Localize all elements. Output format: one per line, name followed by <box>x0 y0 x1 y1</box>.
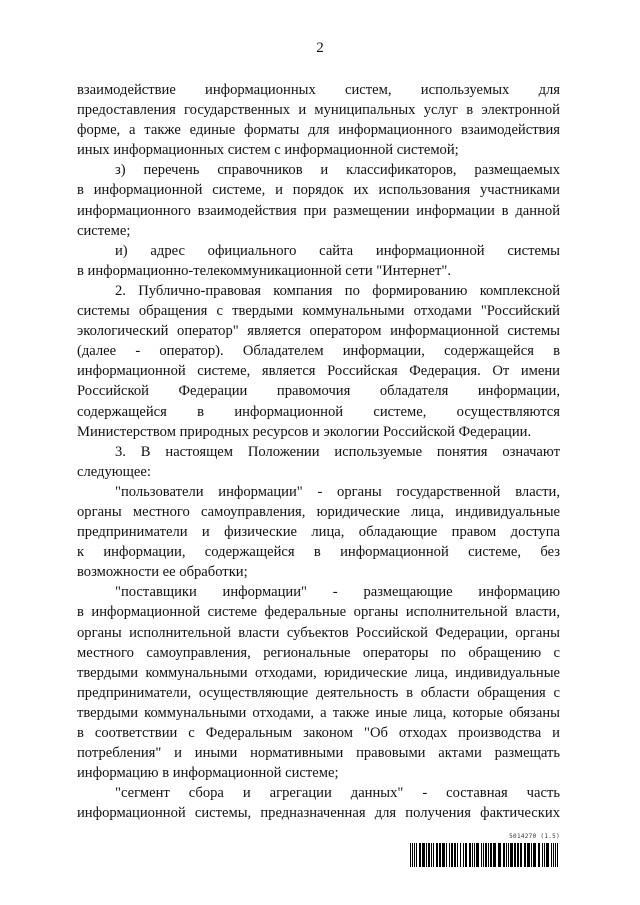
barcode <box>410 843 560 867</box>
barcode-bar <box>422 843 425 867</box>
text-line: иных информационных систем с информационной системой; <box>77 142 459 159</box>
text-line: следующее: <box>77 463 151 480</box>
barcode-bar <box>465 843 467 867</box>
barcode-bar <box>517 843 519 867</box>
barcode-bar <box>436 843 438 867</box>
text-line: предприниматели, осуществляющие деятельность в области обращения с <box>77 684 560 701</box>
text-line: (далее - оператор). Обладателем информации, содержащейся в <box>77 343 560 360</box>
text-line: в информационно-телекоммуникационной сети "Интернет". <box>77 262 451 279</box>
barcode-bar <box>520 843 522 867</box>
text-line: системе; <box>77 222 131 239</box>
text-line: органы местного самоуправления, юридические лица, индивидуальные <box>77 503 560 520</box>
barcode-bar <box>463 843 464 867</box>
text-line: информационной системе, является Российская Федерация. От имени <box>77 363 560 380</box>
barcode-bar <box>469 843 471 867</box>
text-line: информационной системы, предназначенная для получения фактических <box>77 805 560 822</box>
text-line: в соответствии с Федеральным законом "Об отходах производства и <box>77 725 560 741</box>
barcode-bar <box>410 843 411 867</box>
text-line: потребления" и иными нормативными правовыми актами размещать <box>77 745 560 762</box>
barcode-bar <box>431 843 432 867</box>
barcode-bar <box>510 843 513 867</box>
barcode-bar <box>483 843 484 867</box>
barcode-bar <box>474 843 475 867</box>
barcode-bar <box>454 843 456 867</box>
barcode-bar <box>503 843 505 867</box>
barcode-bar <box>457 843 458 867</box>
barcode-bar <box>428 843 430 867</box>
text-line: в информационной системе федеральные органы исполнительной власти, <box>77 604 560 621</box>
text-line: взаимодействие информационных систем, используемых для <box>77 82 560 98</box>
text-line: твердыми коммунальными отходами, а также иные лица, которые обязаны <box>77 704 560 721</box>
document-footer <box>410 833 560 867</box>
barcode-bar <box>508 843 509 867</box>
text-line: системы обращения с твердыми коммунальными отходами "Российский <box>77 303 560 320</box>
barcode-bar <box>538 843 540 867</box>
barcode-bar <box>412 843 413 867</box>
text-line: содержащейся в информационной системе, осуществляются <box>77 403 560 420</box>
text-line: форме, а также единые форматы для информационного взаимодействия <box>77 122 560 139</box>
barcode-bar <box>442 843 445 867</box>
text-line: "поставщики информации" - размещающие информацию <box>115 584 560 601</box>
text-line: предоставления государственных и муниципальных услуг в электронной <box>77 102 560 119</box>
text-line: 2. Публично-правовая компания по формированию комплексной <box>115 282 560 299</box>
barcode-bar <box>555 843 556 867</box>
barcode-bar <box>426 843 427 867</box>
barcode-bar <box>524 843 526 867</box>
text-line: Российской Федерации правомочия обладателя информации, <box>77 383 560 400</box>
barcode-bar <box>542 843 543 867</box>
text-line: к информации, содержащейся в информационной системе, без <box>77 544 560 561</box>
barcode-bar <box>476 843 479 867</box>
barcode-bar <box>433 843 434 867</box>
text-line: твердыми коммунальными отходами, юридические лица, индивидуальные <box>77 664 560 681</box>
barcode-bar <box>506 843 507 867</box>
barcode-bar <box>460 843 461 867</box>
text-line: органы исполнительной власти субъектов Российской Федерации, органы <box>77 624 560 641</box>
barcode-bar <box>446 843 447 867</box>
barcode-bar <box>493 843 496 867</box>
text-line: Министерством природных ресурсов и экологии Российской Федерации. <box>77 423 532 440</box>
barcode-bar <box>546 843 549 867</box>
barcode-bar <box>551 843 552 867</box>
document-code: 5014270 (1.5) <box>509 833 560 840</box>
barcode-bar <box>419 843 421 867</box>
barcode-bar <box>527 843 530 867</box>
barcode-bar <box>488 843 489 867</box>
barcode-bar <box>544 843 545 867</box>
barcode-bar <box>533 843 536 867</box>
text-line: з) перечень справочников и классификаторов, размещаемых <box>115 162 560 179</box>
barcode-bar <box>451 843 453 867</box>
barcode-bar <box>553 843 554 867</box>
document-body <box>77 80 560 823</box>
barcode-bar <box>416 843 417 867</box>
text-line: информацию в информационной системе; <box>77 765 339 782</box>
barcode-bar <box>557 843 558 867</box>
text-line: возможности ее обработки; <box>77 564 248 581</box>
barcode-bar <box>485 843 487 867</box>
text-line: местного самоуправления, региональные операторы по обращению с <box>77 644 560 661</box>
text-line: 3. В настоящем Положении используемые понятия означают <box>115 443 560 460</box>
barcode-bar <box>490 843 492 867</box>
text-line: "пользователи информации" - органы государственной власти, <box>115 483 560 500</box>
barcode-bar <box>498 843 501 867</box>
barcode-bar <box>472 843 473 867</box>
barcode-bar <box>449 843 450 867</box>
barcode-bar <box>439 843 441 867</box>
barcode-bar <box>531 843 532 867</box>
text-line: информационного взаимодействия при размещении информации в данной <box>77 202 560 219</box>
text-line: и) адрес официального сайта информационной системы <box>115 242 560 259</box>
barcode-bar <box>514 843 516 867</box>
text-line: экологический оператор" является оператором информационной системы <box>77 323 560 340</box>
page-number: 2 <box>316 40 324 56</box>
text-line: в информационной системе, и порядок их использования участниками <box>77 182 560 199</box>
text-line: предприниматели и физические лица, обладающие правом доступа <box>77 524 560 541</box>
barcode-bar <box>481 843 482 867</box>
text-line: "сегмент сбора и агрегации данных" - составная часть <box>115 785 560 802</box>
barcode-bar <box>414 843 415 867</box>
